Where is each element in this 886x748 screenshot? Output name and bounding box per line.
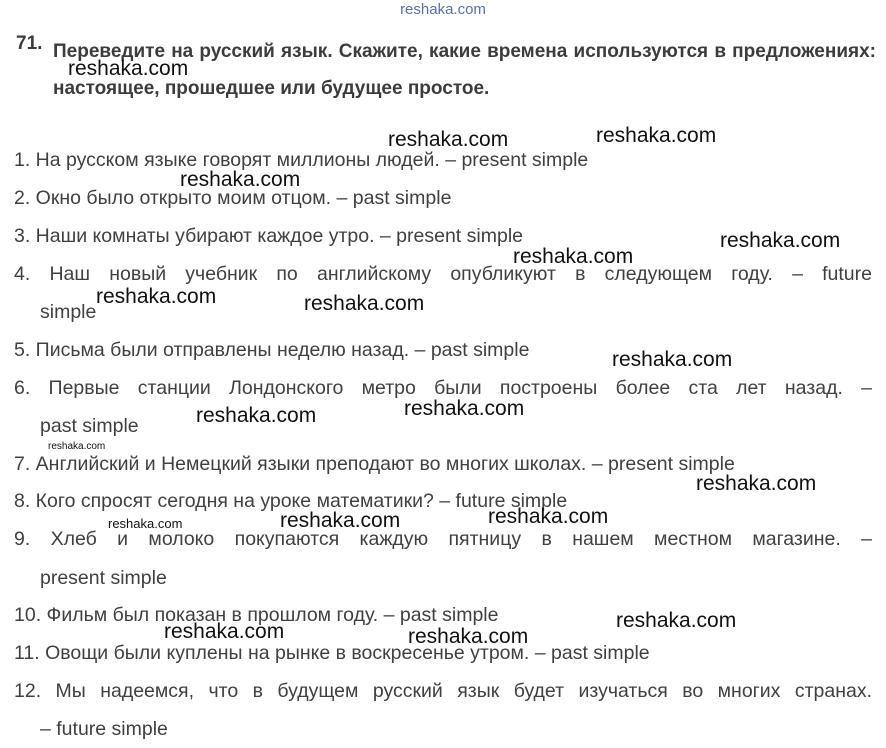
watermark: reshaka.com: [616, 609, 737, 632]
watermark: reshaka.com: [304, 292, 425, 315]
watermark: reshaka.com: [280, 509, 401, 532]
top-watermark: reshaka.com: [400, 1, 486, 18]
task-text: Переведите на русский язык. Скажите, какие времена используются в предложениях: настоящее, прошедшее или будущее простое.: [53, 41, 876, 99]
watermark: reshaka.com: [612, 348, 733, 371]
sentence-5: 5. Письма были отправлены неделю назад. – past simple: [14, 339, 530, 361]
sentence-3: 3. Наши комнаты убирают каждое утро. – present simple: [14, 225, 523, 247]
sentence-9-cont: present simple: [40, 567, 167, 589]
watermark: reshaka.com: [48, 441, 106, 452]
watermark: reshaka.com: [164, 620, 285, 643]
watermark: reshaka.com: [404, 397, 525, 420]
sentence-6-cont: past simple: [40, 415, 139, 437]
watermark: reshaka.com: [696, 472, 817, 495]
watermark: reshaka.com: [180, 168, 301, 191]
sentence-7: 7. Английский и Немецкий языки преподают во многих школах. – present simple: [14, 453, 735, 475]
sentence-8: 8. Кого спросят сегодня на уроке математики? – future simple: [14, 490, 568, 512]
watermark: reshaka.com: [596, 124, 717, 147]
sentence-6: 6. Первые станции Лондонского метро были построены более ста лет назад. –: [14, 377, 872, 399]
task-number: 71.: [16, 33, 43, 54]
watermark: reshaka.com: [408, 625, 529, 648]
sentence-11: 11. Овощи были куплены на рынке в воскресенье утром. – past simple: [14, 642, 650, 664]
watermark: reshaka.com: [108, 516, 183, 531]
sentence-4-cont: simple: [40, 301, 97, 323]
watermark: reshaka.com: [513, 245, 634, 268]
watermark: reshaka.com: [488, 505, 609, 528]
sentence-4: 4. Наш новый учебник по английскому опубликуют в следующем году. – future: [14, 263, 872, 285]
watermark: reshaka.com: [720, 229, 841, 252]
sentence-9: 9. Хлеб и молоко покупаются каждую пятницу в нашем местном магазине. –: [14, 528, 872, 550]
watermark: reshaka.com: [388, 128, 509, 151]
watermark: reshaka.com: [196, 404, 317, 427]
sentence-12: 12. Мы надеемся, что в будущем русский язык будет изучаться во многих странах.: [14, 680, 872, 702]
sentence-12-cont: – future simple: [40, 718, 168, 740]
sentence-10: 10. Фильм был показан в прошлом году. – past simple: [14, 604, 499, 626]
sentence-1: 1. На русском языке говорят миллионы людей. – present simple: [14, 149, 589, 171]
watermark: reshaka.com: [68, 57, 189, 80]
watermark: reshaka.com: [96, 285, 217, 308]
sentence-2: 2. Окно было открыто моим отцом. – past simple: [14, 187, 452, 209]
